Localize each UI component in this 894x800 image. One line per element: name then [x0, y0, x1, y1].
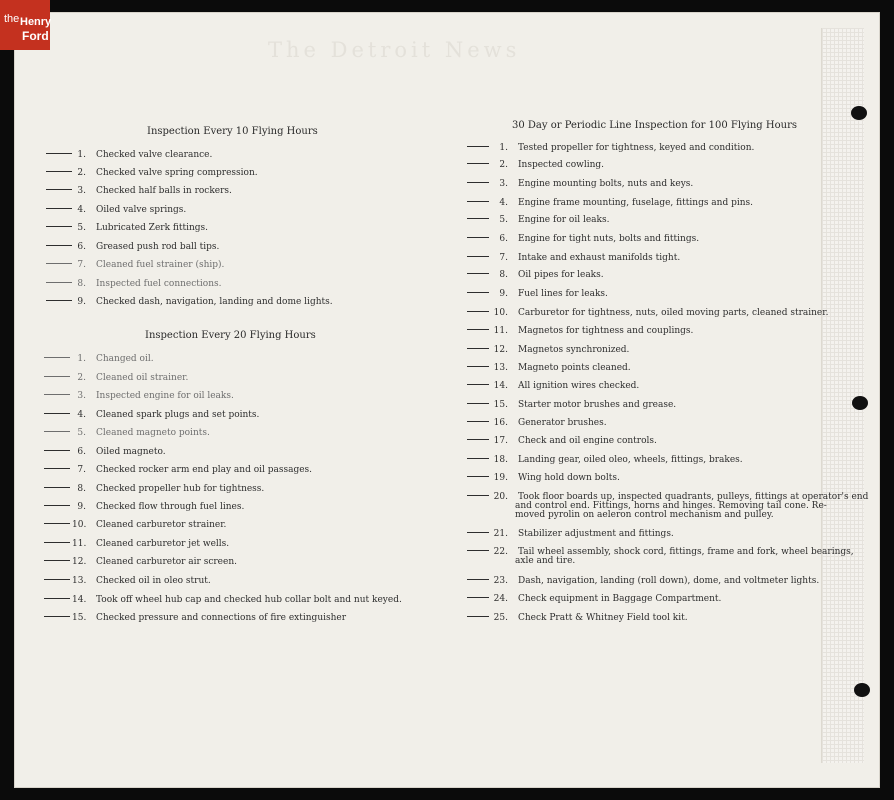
checkbox-line — [467, 273, 489, 274]
item-number: 15. — [493, 400, 508, 410]
item-text: Checked flow through fuel lines. — [96, 502, 245, 512]
item-number: 11. — [493, 326, 508, 336]
checkbox-line — [44, 357, 70, 358]
item-number: 2. — [77, 168, 86, 178]
checkbox-line — [44, 523, 70, 524]
checkbox-line — [467, 550, 489, 551]
item-text: Check equipment in Baggage Compartment. — [518, 594, 722, 604]
item-text: Checked rocker arm end play and oil passages. — [96, 465, 313, 475]
item-number: 15. — [72, 613, 87, 623]
checkbox-line — [44, 598, 70, 599]
item-text: Took off wheel hub cap and checked hub collar bolt and nut keyed. — [96, 595, 402, 605]
item-text: Checked half balls in rockers. — [96, 186, 232, 196]
item-number: 9. — [499, 289, 508, 299]
item-text: Intake and exhaust manifolds tight. — [518, 253, 681, 263]
item-text: Checked oil in oleo strut. — [96, 576, 211, 586]
checklist-item — [467, 381, 639, 391]
checkbox-line — [467, 579, 489, 580]
item-number: 13. — [72, 576, 87, 586]
item-text: Engine frame mounting, fuselage, fittings and pins. — [518, 198, 754, 208]
item-number: 20. — [493, 492, 508, 502]
item-number: 17. — [493, 436, 508, 446]
checklist-item — [46, 186, 232, 196]
checkbox-line — [44, 394, 70, 395]
item-number: 14. — [493, 381, 508, 391]
checkbox-line — [46, 300, 72, 301]
checkbox-line — [46, 208, 72, 209]
item-text-continuation: and control end. Fittings, horns and hinges. Removing tail cone. Re- — [515, 501, 827, 511]
checkbox-line — [467, 532, 489, 533]
checkbox-line — [467, 366, 489, 367]
item-text: Cleaned magneto points. — [96, 428, 210, 438]
checklist-item — [467, 473, 620, 483]
checklist-item — [44, 428, 210, 438]
checklist-item — [467, 308, 828, 318]
item-number: 8. — [499, 270, 508, 280]
item-number: 21. — [493, 529, 508, 539]
item-number: 1. — [499, 143, 508, 153]
checkbox-line — [46, 263, 72, 264]
checklist-item — [46, 279, 221, 289]
item-number: 2. — [499, 160, 508, 170]
item-text: Checked pressure and connections of fire extinguisher — [96, 613, 347, 623]
item-text: Oiled magneto. — [96, 447, 166, 457]
item-text: Carburetor for tightness, nuts, oiled moving parts, cleaned strainer. — [518, 308, 829, 318]
checkbox-line — [46, 189, 72, 190]
checkbox-line — [467, 597, 489, 598]
checkbox-line — [467, 495, 489, 496]
checklist-item — [46, 297, 333, 307]
item-number: 12. — [72, 557, 87, 567]
item-text: Cleaned spark plugs and set points. — [96, 410, 260, 420]
item-number: 4. — [499, 198, 508, 208]
item-number: 5. — [499, 215, 508, 225]
checklist-item — [467, 436, 657, 446]
punch-hole — [852, 396, 868, 410]
checklist-item — [44, 557, 237, 567]
item-number: 10. — [493, 308, 508, 318]
item-number: 19. — [493, 473, 508, 483]
checklist-item — [46, 205, 186, 215]
item-text: Fuel lines for leaks. — [518, 289, 608, 299]
checklist-item — [467, 326, 693, 336]
checkbox-line — [467, 421, 489, 422]
checkbox-line — [467, 218, 489, 219]
checkbox-line — [467, 348, 489, 349]
item-number: 4. — [77, 205, 86, 215]
item-text: Cleaned carburetor air screen. — [96, 557, 237, 567]
checklist-item — [46, 242, 219, 252]
item-text: Starter motor brushes and grease. — [518, 400, 677, 410]
checkbox-line — [46, 245, 72, 246]
item-number: 5. — [77, 428, 86, 438]
checklist-item — [46, 168, 258, 178]
item-text: Greased push rod ball tips. — [96, 242, 220, 252]
section-title-10-hours: Inspection Every 10 Flying Hours — [147, 126, 318, 137]
item-number: 4. — [77, 410, 86, 420]
checklist-item — [44, 391, 234, 401]
item-text: Engine for tight nuts, bolts and fittings. — [518, 234, 700, 244]
checkbox-line — [467, 458, 489, 459]
item-number: 1. — [77, 354, 86, 364]
checklist-item — [467, 289, 608, 299]
checklist-item — [44, 539, 229, 549]
item-number: 24. — [493, 594, 508, 604]
checkbox-line — [44, 616, 70, 617]
item-text: Cleaned carburetor strainer. — [96, 520, 227, 530]
item-text-continuation: axle and tire. — [515, 556, 576, 566]
item-text: Check Pratt & Whitney Field tool kit. — [518, 613, 688, 623]
item-number: 16. — [493, 418, 508, 428]
item-text: Took floor boards up, inspected quadrants, pulleys, fittings at operator's end — [518, 492, 869, 502]
checklist-item — [44, 502, 244, 512]
logo-text-henry: Henry — [20, 16, 52, 28]
item-text: Magneto points cleaned. — [518, 363, 631, 373]
checkbox-line — [44, 468, 70, 469]
item-number: 7. — [499, 253, 508, 263]
item-text: Magnetos for tightness and couplings. — [518, 326, 694, 336]
checklist-item — [467, 613, 688, 623]
checklist-item — [467, 270, 604, 280]
checkbox-line — [467, 163, 489, 164]
item-number: 6. — [77, 242, 86, 252]
item-text: Dash, navigation, landing (roll down), dome, and voltmeter lights. — [518, 576, 820, 586]
item-number: 10. — [72, 520, 87, 530]
item-number: 8. — [77, 484, 86, 494]
item-text: Changed oil. — [96, 354, 154, 364]
checklist-item — [44, 410, 259, 420]
checklist-item — [467, 253, 680, 263]
item-text: Engine for oil leaks. — [518, 215, 610, 225]
logo-text-ford: Ford — [22, 29, 49, 43]
item-number: 12. — [493, 345, 508, 355]
item-text: Stabilizer adjustment and fittings. — [518, 529, 674, 539]
item-text: Oil pipes for leaks. — [518, 270, 604, 280]
item-number: 18. — [493, 455, 508, 465]
bleed-through-title: The Detroit News — [268, 38, 521, 62]
checkbox-line — [467, 329, 489, 330]
checkbox-line — [44, 450, 70, 451]
checklist-item — [46, 260, 224, 270]
item-number: 23. — [493, 576, 508, 586]
item-text: Landing gear, oiled oleo, wheels, fittings, brakes. — [518, 455, 743, 465]
checkbox-line — [467, 237, 489, 238]
item-number: 3. — [77, 391, 86, 401]
checklist-item — [467, 345, 629, 355]
item-text: Tested propeller for tightness, keyed and condition. — [518, 143, 755, 153]
item-number: 6. — [499, 234, 508, 244]
checkbox-line — [467, 439, 489, 440]
item-number: 13. — [493, 363, 508, 373]
checkbox-line — [44, 542, 70, 543]
checkbox-line — [44, 413, 70, 414]
item-text: Wing hold down bolts. — [518, 473, 620, 483]
checkbox-line — [467, 384, 489, 385]
item-text: Checked dash, navigation, landing and dome lights. — [96, 297, 333, 307]
item-number: 22. — [493, 547, 508, 557]
checkbox-line — [467, 616, 489, 617]
item-text: Tail wheel assembly, shock cord, fittings, frame and fork, wheel bearings, — [518, 547, 854, 557]
checklist-item — [44, 465, 312, 475]
checkbox-line — [46, 282, 72, 283]
logo-text-the: the — [4, 13, 20, 25]
checklist-item — [44, 354, 154, 364]
checklist-item — [46, 150, 212, 160]
checkbox-line — [44, 376, 70, 377]
item-number: 6. — [77, 447, 86, 457]
checklist-item — [44, 520, 226, 530]
checklist-item — [44, 484, 264, 494]
checkbox-line — [46, 226, 72, 227]
checklist-item — [46, 223, 208, 233]
checkbox-line — [467, 201, 489, 202]
item-text: Check and oil engine controls. — [518, 436, 657, 446]
item-text: Cleaned oil strainer. — [96, 373, 189, 383]
checkbox-line — [44, 505, 70, 506]
item-text: Cleaned fuel strainer (ship). — [96, 260, 225, 270]
checklist-item — [44, 613, 346, 623]
item-number: 7. — [77, 465, 86, 475]
henry-ford-logo — [0, 0, 50, 50]
item-number: 8. — [77, 279, 86, 289]
checkbox-line — [467, 476, 489, 477]
section-title-100-hours: 30 Day or Periodic Line Inspection for 100 Flying Hours — [512, 120, 797, 131]
checkbox-line — [467, 403, 489, 404]
punch-hole — [854, 683, 870, 697]
checklist-item — [467, 198, 753, 208]
item-number: 3. — [77, 186, 86, 196]
checkbox-line — [46, 153, 72, 154]
checklist-item — [467, 234, 699, 244]
item-text: Inspected engine for oil leaks. — [96, 391, 234, 401]
checkbox-line — [44, 560, 70, 561]
section-title-20-hours: Inspection Every 20 Flying Hours — [145, 330, 316, 341]
punch-hole — [851, 106, 867, 120]
item-number: 9. — [77, 502, 86, 512]
item-text: Cleaned carburetor jet wells. — [96, 539, 230, 549]
item-text: All ignition wires checked. — [518, 381, 640, 391]
checklist-item — [467, 455, 743, 465]
item-text: Magnetos synchronized. — [518, 345, 630, 355]
item-number: 7. — [77, 260, 86, 270]
item-text: Engine mounting bolts, nuts and keys. — [518, 179, 694, 189]
item-text: Checked valve clearance. — [96, 150, 213, 160]
checklist-item — [467, 529, 674, 539]
checkbox-line — [467, 146, 489, 147]
item-text: Oiled valve springs. — [96, 205, 187, 215]
checklist-item — [467, 363, 631, 373]
checklist-item — [44, 595, 402, 605]
checklist-item — [467, 179, 693, 189]
checklist-item — [467, 143, 754, 153]
checklist-item — [44, 373, 188, 383]
item-text: Lubricated Zerk fittings. — [96, 223, 209, 233]
item-text: Checked propeller hub for tightness. — [96, 484, 265, 494]
checkbox-line — [467, 292, 489, 293]
checkbox-line — [44, 487, 70, 488]
checkbox-line — [467, 182, 489, 183]
checklist-item — [467, 160, 604, 170]
item-number: 25. — [493, 613, 508, 623]
item-number: 11. — [72, 539, 87, 549]
checklist-item — [467, 576, 819, 586]
checklist-item — [467, 400, 676, 410]
item-number: 9. — [77, 297, 86, 307]
checkbox-line — [467, 311, 489, 312]
checklist-item — [44, 576, 211, 586]
item-number: 5. — [77, 223, 86, 233]
item-number: 1. — [77, 150, 86, 160]
item-number: 14. — [72, 595, 87, 605]
checkbox-line — [44, 579, 70, 580]
item-text: Inspected fuel connections. — [96, 279, 222, 289]
checklist-item — [467, 418, 607, 428]
checklist-item — [467, 594, 721, 604]
checkbox-line — [467, 256, 489, 257]
item-text: Checked valve spring compression. — [96, 168, 258, 178]
item-number: 3. — [499, 179, 508, 189]
checkbox-line — [46, 171, 72, 172]
item-text: Inspected cowling. — [518, 160, 605, 170]
item-text-continuation: moved pyrolin on aeleron control mechanism and pulley. — [515, 510, 774, 520]
checklist-item — [467, 215, 609, 225]
item-number: 2. — [77, 373, 86, 383]
checkbox-line — [44, 431, 70, 432]
checklist-item — [44, 447, 166, 457]
item-text: Generator brushes. — [518, 418, 607, 428]
